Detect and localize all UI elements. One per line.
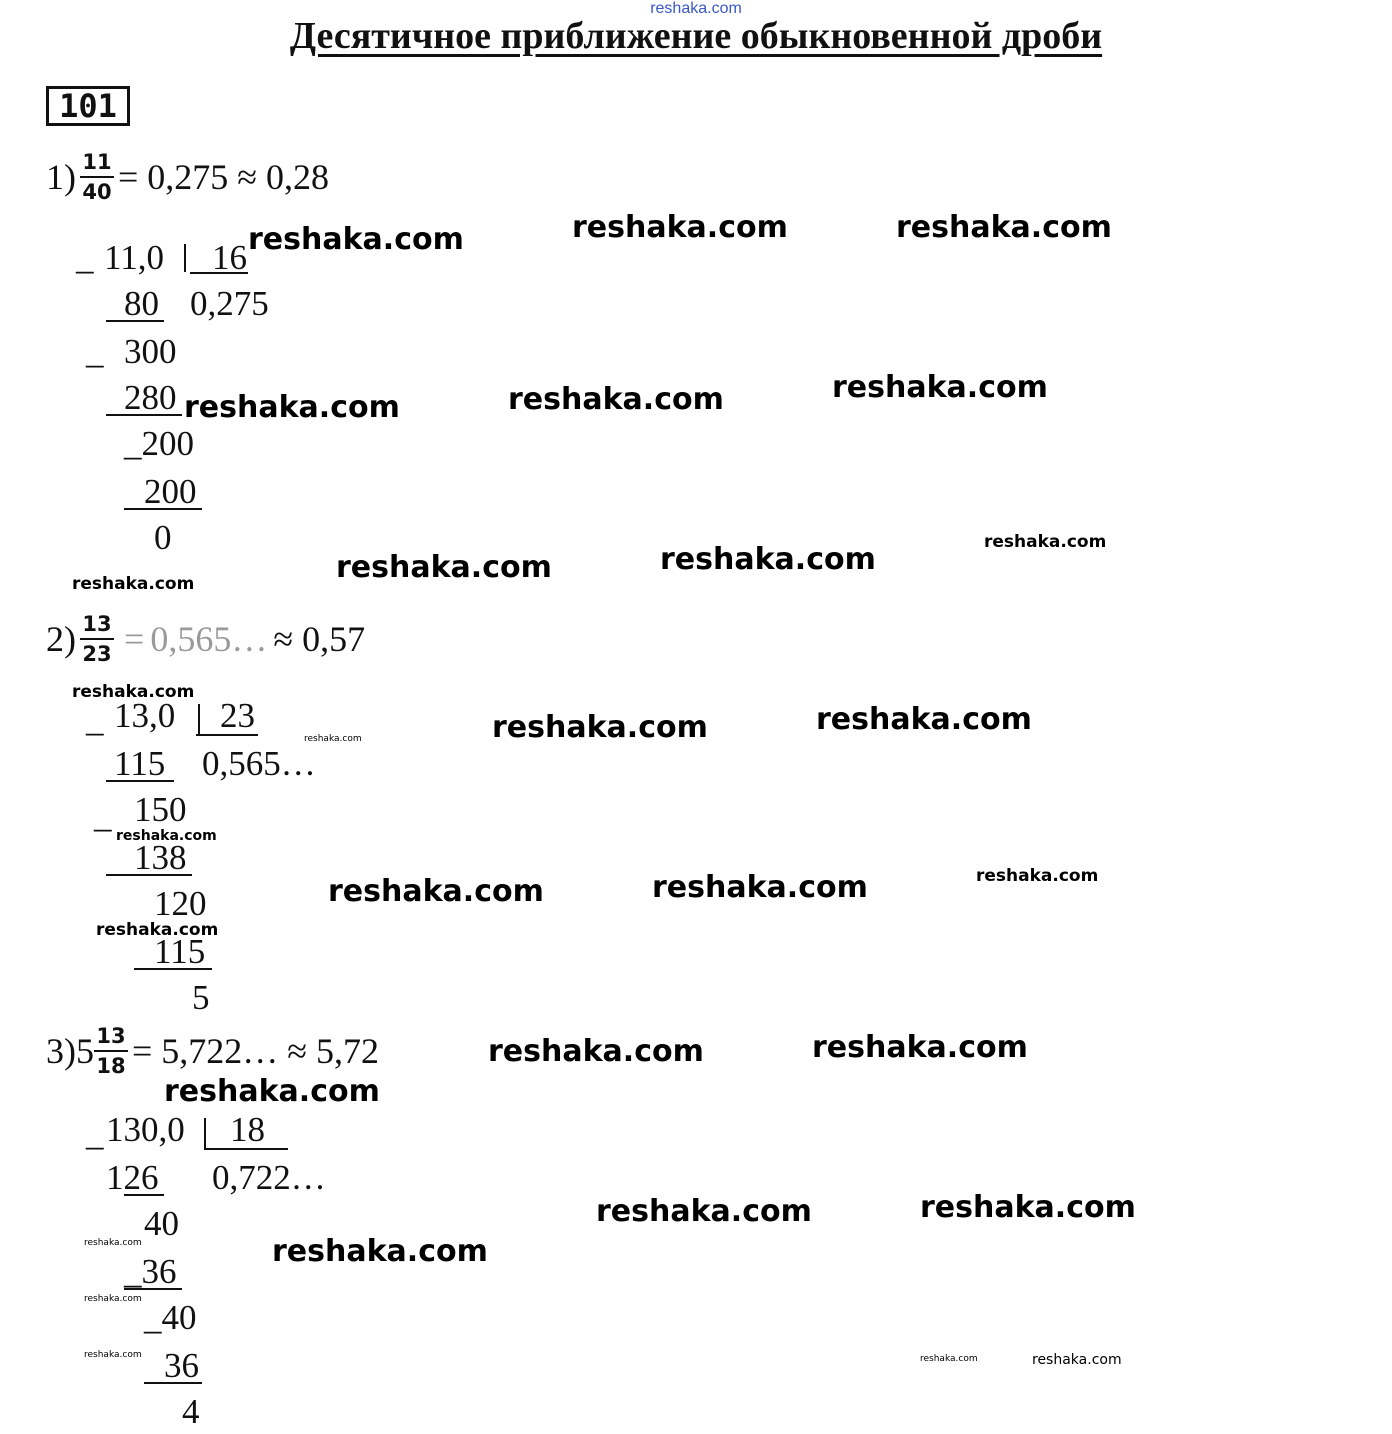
watermark: reshaka.com <box>328 874 544 909</box>
watermark: reshaka.com <box>816 702 1032 737</box>
watermark: reshaka.com <box>488 1034 704 1069</box>
step: 120 <box>154 884 207 923</box>
minus-sign: _ <box>94 796 112 835</box>
fraction <box>80 150 114 204</box>
quotient: 0,565… <box>202 744 316 783</box>
watermark: reshaka.com <box>304 734 362 744</box>
problem-label: 1) <box>46 157 76 197</box>
step-underline <box>106 414 182 416</box>
step: 36 <box>164 1346 199 1385</box>
watermark: reshaka.com <box>920 1190 1136 1225</box>
division-bar <box>184 244 186 272</box>
division-bar <box>204 1118 206 1148</box>
watermark: reshaka.com <box>920 1354 978 1364</box>
page-title: Десятичное приближение обыкновенной дроби <box>289 15 1103 57</box>
source-watermark: reshaka.com <box>650 0 742 17</box>
watermark: reshaka.com <box>652 870 868 905</box>
step-underline <box>124 508 202 510</box>
quotient: 0,722… <box>212 1158 326 1197</box>
step-underline <box>106 874 192 876</box>
watermark: reshaka.com <box>336 550 552 585</box>
watermark: reshaka.com <box>832 370 1048 405</box>
remainder: 0 <box>154 518 172 557</box>
step: 115 <box>114 744 166 783</box>
minus-sign: _ <box>86 1114 104 1153</box>
watermark: reshaka.com <box>116 828 217 844</box>
exercise-number: 101 <box>46 86 130 126</box>
watermark: reshaka.com <box>1032 1352 1122 1368</box>
watermark: reshaka.com <box>84 1350 142 1360</box>
denominator: 40 <box>82 180 112 204</box>
dividend: 13,0 <box>114 696 176 735</box>
watermark: reshaka.com <box>984 532 1107 552</box>
fraction-bar <box>80 638 114 640</box>
problem-3-equation <box>46 1024 379 1078</box>
step: 115 <box>154 932 206 971</box>
divisor: 18 <box>230 1110 265 1149</box>
step: _36 <box>124 1252 177 1291</box>
watermark: reshaka.com <box>248 222 464 257</box>
watermark: reshaka.com <box>596 1194 812 1229</box>
remainder: 4 <box>182 1392 200 1431</box>
watermark: reshaka.com <box>84 1294 142 1304</box>
problem-label: 2) <box>46 619 76 659</box>
division-bar <box>198 704 200 734</box>
result-value: 0,565… <box>150 619 268 659</box>
watermark: reshaka.com <box>164 1074 380 1109</box>
watermark: reshaka.com <box>896 210 1112 245</box>
remainder: 5 <box>192 978 210 1017</box>
denominator: 23 <box>82 642 112 666</box>
result: = 0,275 ≈ 0,28 <box>118 157 330 197</box>
step: 150 <box>134 790 187 829</box>
numerator: 13 <box>96 1024 126 1048</box>
watermark: reshaka.com <box>492 710 708 745</box>
step-underline <box>134 968 212 970</box>
divisor-underline <box>190 272 248 274</box>
problem-2-equation <box>46 612 365 666</box>
numerator: 13 <box>82 612 112 636</box>
result-eq: = <box>124 619 145 659</box>
fraction-bar <box>80 176 114 178</box>
watermark: reshaka.com <box>272 1234 488 1269</box>
step: 126 <box>106 1158 159 1197</box>
step: 280 <box>124 378 177 417</box>
watermark: reshaka.com <box>660 542 876 577</box>
dividend: 130,0 <box>106 1110 185 1149</box>
fraction <box>80 612 114 666</box>
watermark: reshaka.com <box>96 920 219 940</box>
watermark: reshaka.com <box>508 382 724 417</box>
divisor-underline <box>204 1148 288 1150</box>
step-underline <box>124 1194 164 1196</box>
problem-label: 3) <box>46 1031 76 1071</box>
result-approx: ≈ 0,57 <box>273 619 366 659</box>
denominator: 18 <box>96 1054 126 1078</box>
watermark: reshaka.com <box>184 390 400 425</box>
watermark: reshaka.com <box>572 210 788 245</box>
divisor-underline <box>196 734 258 736</box>
step: 200 <box>144 472 197 511</box>
divisor: 23 <box>220 696 255 735</box>
minus-sign: _ <box>86 332 104 371</box>
watermark: reshaka.com <box>84 1238 142 1248</box>
watermark: reshaka.com <box>72 574 195 594</box>
step-underline <box>106 780 174 782</box>
step-underline <box>106 320 164 322</box>
step: 300 <box>124 332 177 371</box>
minus-sign: _ <box>76 238 94 277</box>
step-underline <box>124 1288 182 1290</box>
step: 40 <box>144 1204 179 1243</box>
divisor: 16 <box>212 238 247 277</box>
result: = 5,722… ≈ 5,72 <box>132 1031 380 1071</box>
quotient: 0,275 <box>190 284 269 323</box>
problem-1-equation <box>46 150 329 204</box>
numerator: 11 <box>82 150 112 174</box>
fraction <box>94 1024 128 1078</box>
step: 80 <box>124 284 159 323</box>
whole-part: 5 <box>76 1031 94 1071</box>
minus-sign: _ <box>86 700 104 739</box>
watermark: reshaka.com <box>812 1030 1028 1065</box>
step: _40 <box>144 1298 197 1337</box>
fraction-bar <box>94 1050 128 1052</box>
watermark: reshaka.com <box>976 866 1099 886</box>
watermark: reshaka.com <box>72 682 195 702</box>
step-underline <box>144 1382 202 1384</box>
dividend: 11,0 <box>104 238 164 277</box>
step: _200 <box>124 424 194 463</box>
step: 138 <box>134 838 187 877</box>
